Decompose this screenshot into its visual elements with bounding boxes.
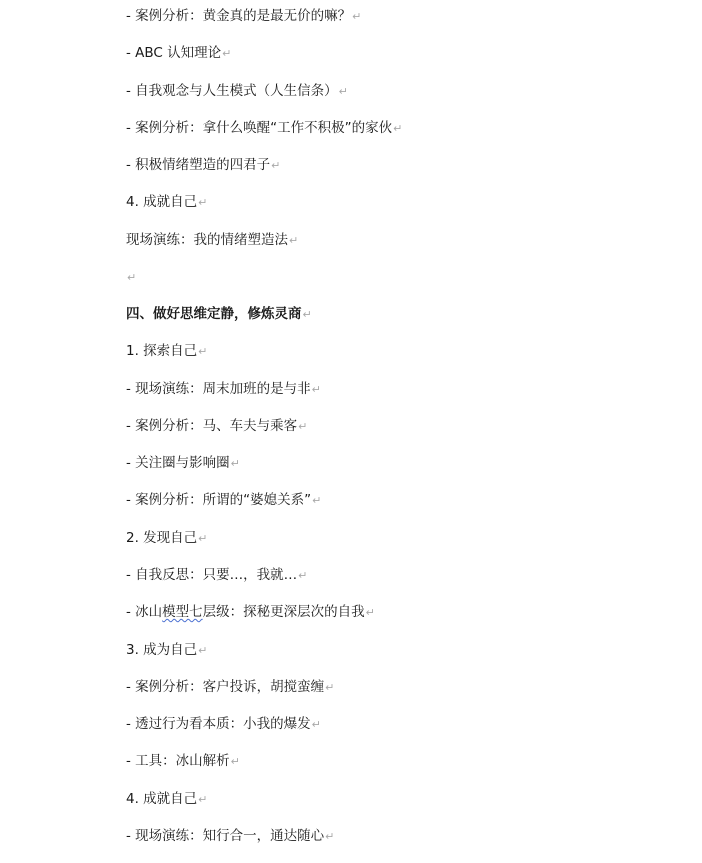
spellcheck-squiggle[interactable]: 模型七 — [162, 604, 203, 620]
line-weekend-overtime — [126, 378, 321, 400]
line-text: - 积极情绪塑造的四君子 — [126, 157, 271, 173]
document-body — [126, 0, 702, 863]
line-text: 4. 成就自己 — [126, 791, 198, 807]
paragraph-mark-icon: ↵ — [298, 569, 308, 582]
paragraph-mark-icon: ↵ — [271, 159, 281, 172]
line-case-inactive — [126, 117, 402, 139]
paragraph-mark-icon: ↵ — [127, 271, 137, 284]
line-mother-in-law — [126, 489, 321, 511]
line-text: 2. 发现自己 — [126, 530, 198, 546]
line-practice-emotion — [126, 229, 298, 251]
paragraph-mark-icon: ↵ — [312, 494, 322, 507]
line-text: - 自我反思：只要…，我就… — [126, 567, 298, 583]
line-abc-theory — [126, 42, 231, 64]
line-text: 3. 成为自己 — [126, 642, 198, 658]
line-text: - 案例分析：马、车夫与乘客 — [126, 418, 298, 434]
line-horse-driver — [126, 415, 307, 437]
line-text: - 案例分析：所谓的“婆媳关系” — [126, 492, 312, 508]
line-text: - 关注圈与影响圈 — [126, 455, 230, 471]
line-discover-self — [126, 527, 207, 549]
line-circle-influence — [126, 452, 240, 474]
line-text: - 自我观念与人生模式（人生信条） — [126, 83, 338, 99]
paragraph-mark-icon: ↵ — [230, 457, 240, 470]
paragraph-mark-icon: ↵ — [302, 308, 312, 321]
line-empty — [126, 266, 136, 288]
paragraph-mark-icon: ↵ — [298, 420, 308, 433]
line-explore-self — [126, 340, 207, 362]
paragraph-mark-icon: ↵ — [198, 793, 208, 806]
paragraph-mark-icon: ↵ — [230, 755, 240, 768]
line-text: - 案例分析：黄金真的是最无价的嘛？ — [126, 8, 352, 24]
paragraph-mark-icon: ↵ — [222, 47, 232, 60]
line-text-pre: - 冰山 — [126, 604, 163, 620]
line-self-reflection — [126, 564, 307, 586]
paragraph-mark-icon: ↵ — [393, 122, 403, 135]
line-case-gold — [126, 5, 361, 27]
line-text: - 案例分析：拿什么唤醒“工作不积极”的家伙 — [126, 120, 393, 136]
paragraph-mark-icon: ↵ — [338, 85, 348, 98]
line-iceberg-model — [126, 601, 375, 623]
line-text: - 现场演练：知行合一，通达随心 — [126, 828, 325, 844]
line-text: - 案例分析：客户投诉，胡搅蛮缠 — [126, 679, 325, 695]
line-text: - 透过行为看本质：小我的爆发 — [126, 716, 311, 732]
line-text: - 工具：冰山解析 — [126, 753, 230, 769]
line-knowledge-action — [126, 825, 334, 847]
paragraph-mark-icon: ↵ — [325, 681, 335, 694]
paragraph-mark-icon: ↵ — [289, 234, 299, 247]
line-text: 1. 探索自己 — [126, 343, 198, 359]
paragraph-mark-icon: ↵ — [352, 10, 362, 23]
paragraph-mark-icon: ↵ — [198, 532, 208, 545]
line-text: 4. 成就自己 — [126, 194, 198, 210]
line-customer-complaint — [126, 676, 334, 698]
paragraph-mark-icon: ↵ — [365, 606, 375, 619]
paragraph-mark-icon: ↵ — [325, 830, 335, 843]
heading-text: 四、做好思维定静，修炼灵商 — [126, 306, 302, 322]
line-achieve-self-b — [126, 788, 207, 810]
line-self-concept — [126, 80, 348, 102]
paragraph-mark-icon: ↵ — [311, 383, 321, 396]
line-text-post: 层级：探秘更深层次的自我 — [202, 604, 365, 620]
line-behavior-essence — [126, 713, 321, 735]
line-achieve-self-a — [126, 191, 207, 213]
line-text: 现场演练：我的情绪塑造法 — [126, 232, 288, 248]
section-heading-four — [126, 303, 312, 325]
paragraph-mark-icon: ↵ — [311, 718, 321, 731]
line-text: - ABC 认知理论 — [126, 45, 222, 61]
line-become-self — [126, 639, 207, 661]
paragraph-mark-icon: ↵ — [198, 196, 208, 209]
paragraph-mark-icon: ↵ — [198, 345, 208, 358]
paragraph-mark-icon: ↵ — [198, 644, 208, 657]
line-four-gentlemen — [126, 154, 280, 176]
line-iceberg-tool — [126, 750, 240, 772]
line-text: - 现场演练：周末加班的是与非 — [126, 381, 311, 397]
